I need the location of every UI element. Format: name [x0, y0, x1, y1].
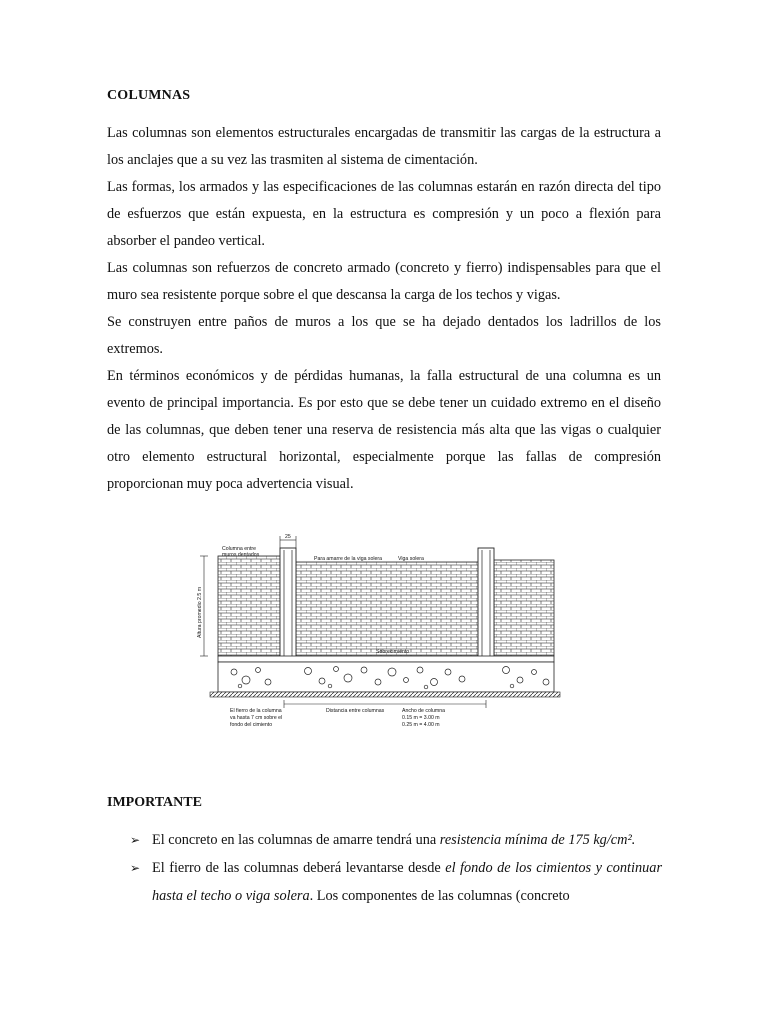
paragraph: Se construyen entre paños de muros a los que se ha dejado dentados los ladrillos de los extremos.: [107, 314, 661, 357]
brick-wall-center: [296, 562, 478, 656]
fierro-label-2: va hasta 7 cm sobre el: [230, 715, 283, 721]
list-item: [130, 854, 662, 910]
arrow-bullet-icon: ➢: [130, 861, 141, 875]
fierro-label-1: El fierro de la columna: [230, 708, 282, 714]
ancho-label-1: Ancho de columna: [402, 708, 445, 714]
ancho-label-2: 0.15 m = 3.00 m: [402, 715, 440, 721]
section-title: COLUMNAS: [107, 88, 191, 103]
body-text: [107, 120, 661, 498]
column-diagram: [196, 526, 572, 738]
foundation: [218, 662, 554, 692]
important-list: [130, 826, 662, 910]
important-title: IMPORTANTE: [107, 795, 202, 810]
paragraph: Las formas, los armados y las especificaciones de las columnas estarán en razón directa del tipo de esfuerzos que están expuesta, en la estructura es compresión y un poco a flexión para absorber el pandeo vertical.: [107, 179, 661, 249]
brick-wall-right: [494, 560, 554, 656]
list-item: [130, 826, 662, 854]
viga-label: Viga solera: [398, 556, 424, 562]
dim-top-label: 25: [285, 534, 291, 540]
sobrecimiento-label: Sobrecimiento: [376, 649, 410, 655]
arrow-bullet-icon: ➢: [130, 833, 141, 847]
bullet-text: . Los componentes de las columnas (concreto: [309, 888, 570, 904]
sobrecimiento: [218, 656, 554, 662]
bullet-text-italic: el fondo de los cimientos y continuar hasta el techo o viga solera: [152, 860, 663, 904]
fierro-label-3: fondo del cimiento: [230, 722, 273, 728]
altura-label: Altura promedio 2.5 m: [197, 586, 203, 638]
amarre-label: Para amarre de la viga solera: [314, 556, 383, 562]
bullet-text-italic: resistencia mínima de 175 kg/cm².: [439, 832, 636, 848]
distancia-label: Distancia entre columnas: [326, 708, 385, 714]
paragraph: Las columnas son refuerzos de concreto armado (concreto y fierro) indispensables para que el muro sea resistente porque sobre el que descansa la carga de los techos y vigas.: [107, 260, 661, 303]
bullet-text: El fierro de las columnas deberá levantarse desde: [152, 860, 446, 876]
ground-hatch: [210, 692, 560, 697]
paragraph: Las columnas son elementos estructurales encargadas de transmitir las cargas de la estructura a los anclajes que a su vez las trasmiten al sistema de cimentación.: [107, 125, 661, 168]
ancho-label-3: 0.25 m = 4.00 m: [402, 722, 440, 728]
columna-label-1: Columna entre: [222, 546, 257, 552]
bullet-text: El concreto en las columnas de amarre tendrá una: [152, 832, 440, 848]
columna-label-2: muros dentados: [222, 552, 260, 558]
paragraph: En términos económicos y de pérdidas humanas, la falla estructural de una columna es un evento de principal importancia. Es por esto que se debe tener un cuidado extremo en el diseño de las columnas, que deben tener una reserva de resistencia más alta que las vigas o cualquier otro elemento estructural horizontal, especialmente porque las fallas de compresión proporcionan muy poca advertencia visual.: [107, 368, 661, 492]
brick-wall-left: [218, 556, 280, 656]
